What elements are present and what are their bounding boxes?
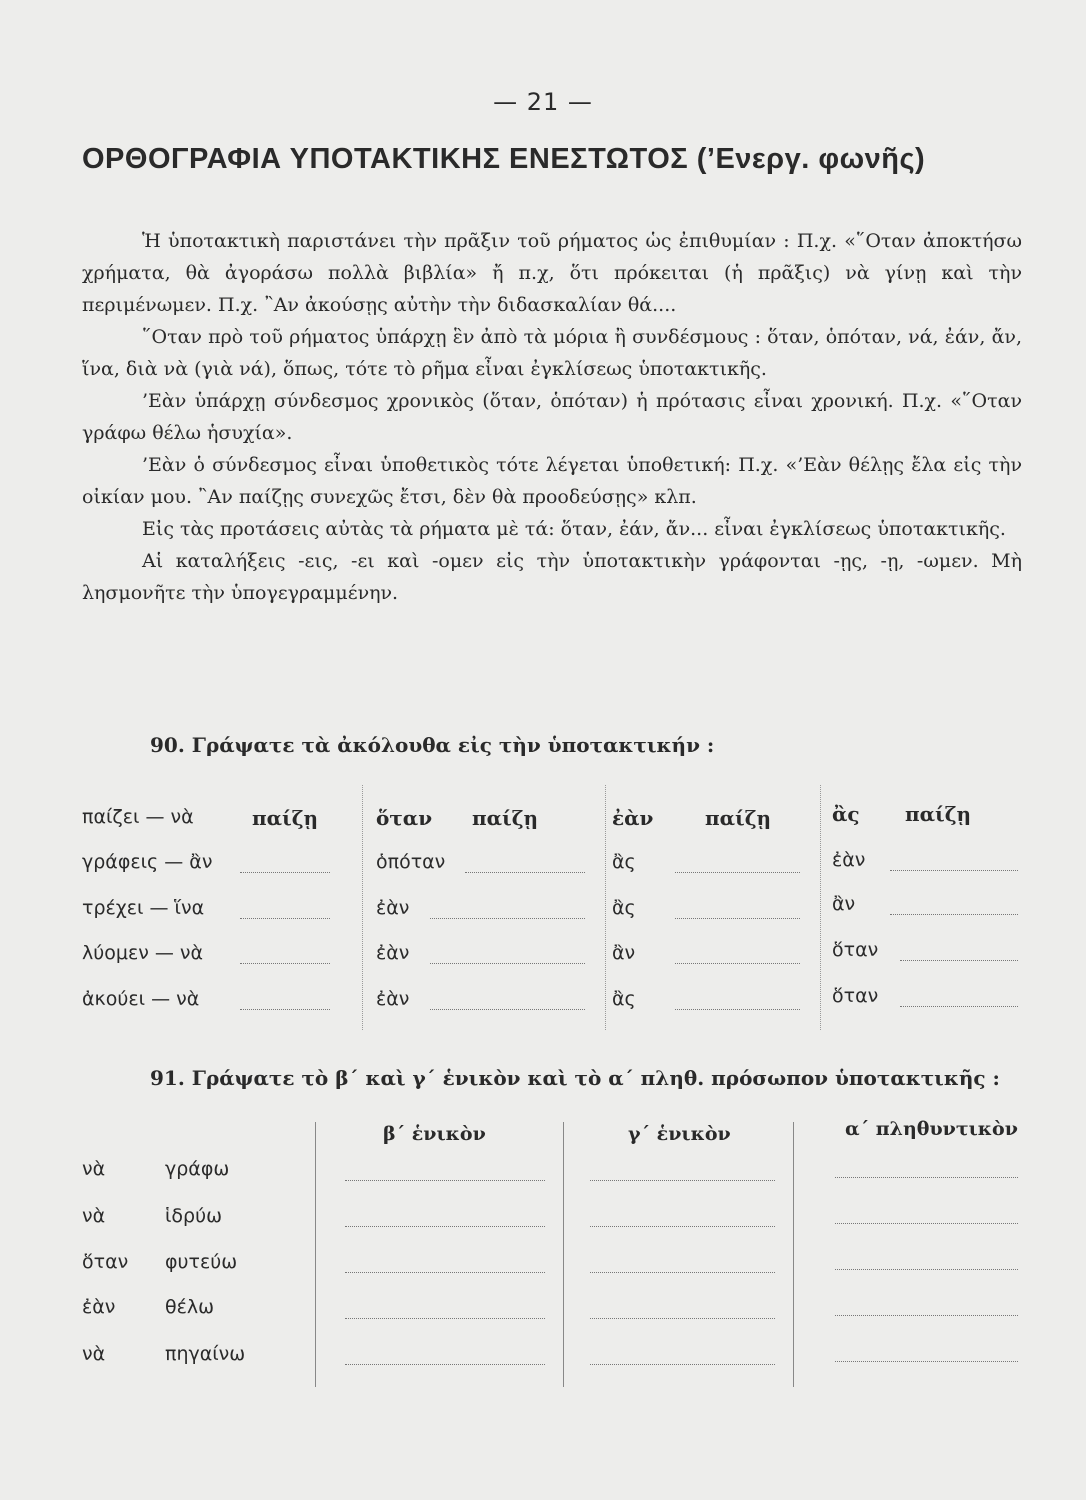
answer-blank[interactable]	[835, 1177, 1018, 1178]
answer-blank[interactable]	[240, 963, 330, 964]
ex90-prompt: ὅταν	[376, 806, 433, 830]
ex90-prompt: ἐὰν	[832, 849, 866, 871]
ex90-prompt: ὅταν	[832, 939, 879, 961]
ex91-particle: ὅταν	[82, 1251, 129, 1273]
column-divider	[563, 1122, 564, 1387]
answer-blank[interactable]	[590, 1180, 775, 1181]
ex90-prompt: ἂς	[612, 897, 636, 919]
ex90-prompt: ἐὰν	[376, 988, 410, 1010]
page-number: — 21 —	[493, 88, 593, 116]
rule-paragraph: Εἰς τὰς προτάσεις αὐτὰς τὰ ρήματα μὲ τά: ὅταν, ἐάν, ἄν... εἶναι ἐγκλίσεως ὑποτακτικῆς.	[142, 518, 1006, 540]
ex90-prompt: ἂν	[612, 942, 636, 964]
answer-blank[interactable]	[345, 1364, 545, 1365]
ex91-particle: νὰ	[82, 1205, 106, 1227]
ex90-prompt: τρέχει — ἵνα	[82, 897, 205, 919]
answer-blank[interactable]	[240, 918, 330, 919]
ex90-prompt: ἐὰν	[612, 806, 654, 830]
ex91-particle: ἐὰν	[82, 1296, 116, 1318]
answer-blank[interactable]	[675, 872, 800, 873]
answer-blank[interactable]	[900, 960, 1018, 961]
rules-text	[82, 225, 1022, 609]
exercise-90-heading: 90. Γράψατε τὰ ἀκόλουθα εἰς τὴν ὑποτακτικήν :	[150, 733, 715, 757]
answer-blank[interactable]	[590, 1226, 775, 1227]
answer-blank[interactable]	[345, 1318, 545, 1319]
answer-blank[interactable]	[430, 963, 585, 964]
answer-blank[interactable]	[835, 1361, 1018, 1362]
answer-blank[interactable]	[835, 1223, 1018, 1224]
ex91-verb: φυτεύω	[165, 1251, 238, 1273]
ex90-prompt: ἂς	[612, 851, 636, 873]
answer-blank[interactable]	[345, 1180, 545, 1181]
answer-blank[interactable]	[890, 914, 1018, 915]
answer-blank[interactable]	[465, 872, 585, 873]
answer-blank[interactable]	[835, 1269, 1018, 1270]
ex90-prompt: ἐὰν	[376, 897, 410, 919]
ex91-particle: νὰ	[82, 1343, 106, 1365]
rule-paragraph: Αἱ καταλήξεις -εις, -ει καὶ -ομεν εἰς τὴν ὑποτακτικὴν γράφονται -ῃς, -ῃ, -ωμεν. Μὴ λησμονῆτε τὴν ὑπογεγραμμένην.	[82, 550, 1022, 604]
column-divider	[605, 785, 606, 1030]
column-divider	[820, 785, 821, 1030]
answer-blank[interactable]	[430, 918, 585, 919]
ex90-prompt: ὁπόταν	[376, 851, 446, 873]
answer-blank[interactable]	[900, 1006, 1018, 1007]
ex90-prompt: παίζει — νὰ	[82, 806, 194, 828]
column-divider	[362, 785, 363, 1030]
answer-blank[interactable]	[590, 1364, 775, 1365]
column-divider	[793, 1122, 794, 1387]
ex91-verb: γράφω	[165, 1158, 230, 1180]
rule-paragraph: Ἡ ὑποτακτικὴ παριστάνει τὴν πρᾶξιν τοῦ ρήματος ὡς ἐπιθυμίαν : Π.χ. «῞Οταν ἀποκτήσω χρήματα, θὰ ἀγοράσω πολλὰ βιβλία» ἤ π.χ, ὅτι πρόκειται (ἡ πρᾶξις) νὰ γίνῃ καὶ τὴν περιμένωμεν. Π.χ. ῍Αν ἀκούσῃς αὐτὴν τὴν διδασκαλίαν θά....	[82, 230, 1022, 316]
ex90-prompt: ἂς	[612, 988, 636, 1010]
ex91-column-header: β΄ ἑνικὸν	[383, 1123, 486, 1145]
answer-blank[interactable]	[345, 1272, 545, 1273]
answer-blank[interactable]	[590, 1272, 775, 1273]
answer-blank[interactable]	[590, 1318, 775, 1319]
ex91-verb: πηγαίνω	[165, 1343, 246, 1365]
ex90-prompt: ἂν	[832, 893, 856, 915]
page-title: ΟΡΘΟΓΡΑΦΙΑ ΥΠΟΤΑΚΤΙΚΗΣ ΕΝΕΣΤΩΤΟΣ (’Ενεργ. φωνῆς)	[82, 143, 926, 175]
ex90-prompt: λύομεν — νὰ	[82, 942, 204, 964]
ex91-particle: νὰ	[82, 1158, 106, 1180]
ex90-example-answer: παίζῃ	[252, 806, 319, 830]
ex91-verb: θέλω	[165, 1296, 215, 1318]
ex90-prompt: ὅταν	[832, 985, 879, 1007]
ex90-example-answer: παίζῃ	[472, 806, 539, 830]
ex90-prompt: ἀκούει — νὰ	[82, 988, 200, 1010]
answer-blank[interactable]	[835, 1315, 1018, 1316]
ex90-prompt: ἂς	[832, 802, 860, 826]
answer-blank[interactable]	[675, 963, 800, 964]
ex90-example-answer: παίζῃ	[905, 802, 972, 826]
ex90-prompt: ἐὰν	[376, 942, 410, 964]
ex91-verb: ἱδρύω	[165, 1205, 223, 1227]
answer-blank[interactable]	[240, 1009, 330, 1010]
ex91-column-header: γ΄ ἑνικὸν	[628, 1123, 731, 1145]
answer-blank[interactable]	[430, 1009, 585, 1010]
ex90-prompt: γράφεις — ἂν	[82, 851, 213, 873]
ex91-column-header: α΄ πληθυντικὸν	[845, 1118, 1018, 1140]
answer-blank[interactable]	[345, 1226, 545, 1227]
column-divider	[315, 1122, 316, 1387]
ex90-example-answer: παίζῃ	[705, 806, 772, 830]
rule-paragraph: ’Εὰν ὁ σύνδεσμος εἶναι ὑποθετικὸς τότε λέγεται ὑποθετική: Π.χ. «’Εὰν θέλῃς ἔλα εἰς τὴν οἰκίαν μου. ῍Αν παίζῃς συνεχῶς ἔτσι, δὲν θὰ προοδεύσῃς» κλπ.	[82, 454, 1022, 508]
answer-blank[interactable]	[240, 872, 330, 873]
rule-paragraph: ῞Οταν πρὸ τοῦ ρήματος ὑπάρχῃ ἓν ἀπὸ τὰ μόρια ἢ συνδέσμους : ὅταν, ὁπόταν, νά, ἐάν, ἄν, ἵνα, διὰ νὰ (γιὰ νά), ὅπως, τότε τὸ ρῆμα εἶναι ἐγκλίσεως ὑποτακτικῆς.	[82, 326, 1022, 380]
answer-blank[interactable]	[675, 1009, 800, 1010]
answer-blank[interactable]	[890, 870, 1018, 871]
answer-blank[interactable]	[675, 918, 800, 919]
rule-paragraph: ’Εὰν ὑπάρχῃ σύνδεσμος χρονικὸς (ὅταν, ὁπόταν) ἡ πρότασις εἶναι χρονική. Π.χ. «῞Οταν γράφω θέλω ἡσυχία».	[82, 390, 1022, 444]
exercise-91-heading: 91. Γράψατε τὸ β΄ καὶ γ΄ ἑνικὸν καὶ τὸ α΄ πληθ. πρόσωπον ὑποτακτικῆς :	[150, 1066, 1000, 1090]
